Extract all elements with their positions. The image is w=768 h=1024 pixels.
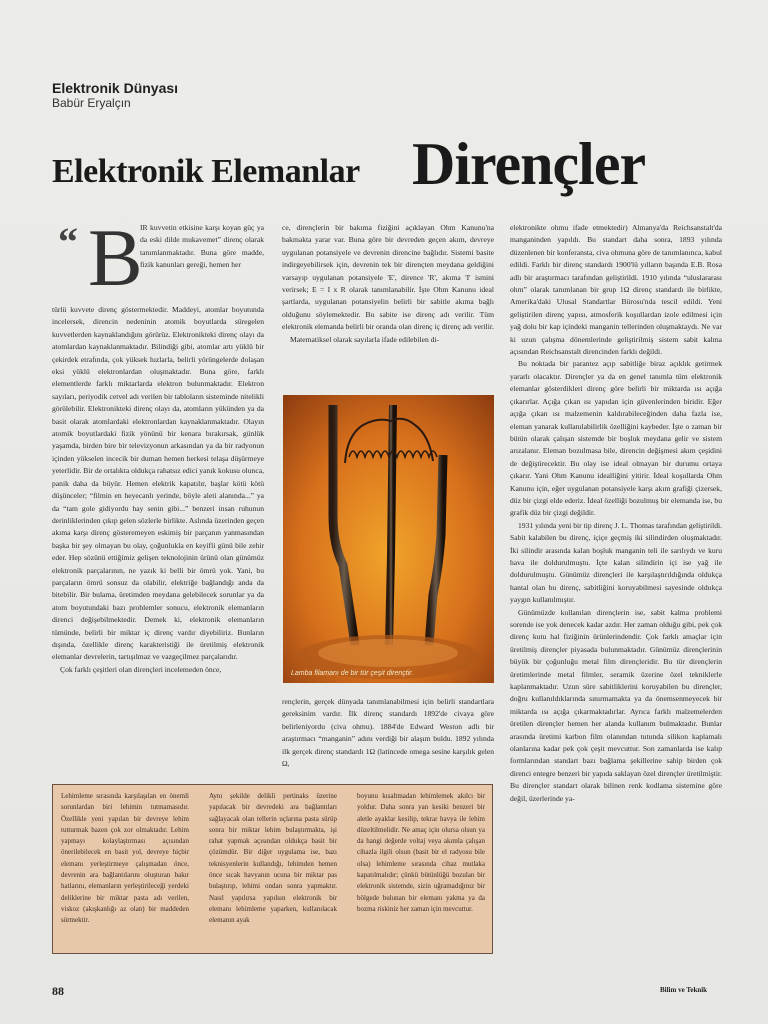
- body-paragraph: 1931 yılında yeni bir tip direnç J. L. Thomas tarafından geliştirildi. Sabit kalabilen bu direnç, içiçe geçmiş iki silindirden oluşmaktadır. İki silindir arasında kalan boşluk manganin teli ile sarılıydı ve kuru hava ile doldurulmuştu. İçte kalan silindirin içi ise yağ ile doldurulmuştu. Günümüz dirençleri ile karşılaştırıldığında oldukça hantal olan bu direnç, sabitliğini koruyabilmesi sayesinde oldukça yaygın kullanılmıştır.: [510, 520, 722, 605]
- article-title-prefix: Elektronik Elemanlar: [52, 153, 360, 190]
- soldering-tips-sidebar: [52, 784, 493, 954]
- page-number: 88: [52, 984, 64, 998]
- drop-cap-text: IR kuvvetin etkisine karşı koyan güç ya da eski dilde mukavemet” direnç olarak tanımlanmaktadır. Buna göre madde, fizik kanunları gereği, hemen her: [140, 223, 264, 270]
- figure-caption: Lamba filamanı de bir tür çeşit dirençtir.: [291, 670, 414, 677]
- sidebar-column-1: Lehimleme sırasında karşılaşılan en önemli sorunlardan biri lehimin tutmamasıdır. Özellikle yeni yapılan bir devreye lehim tutturmak bazen çok zor olmaktadır. Lehim yapmayı kolaylaştırması açısından önerilebilecek en basit yol, devreye hiçbir elemanı yerleştirmeye çalışmadan önce, devrenin ara bağlantılarını oluşturan bakır hatlarını, elemanların yerleştirileceği yerdeki deliklerine bir miktar pasta adı verilen, viskoz (akışkanlığı az olan) bir maddeden sürmektir.: [61, 792, 189, 925]
- sidebar-column-3: boyunu kısaltmadan lehimlemek akılcı bir yoldur. Daha sonra yan kesiki benzeri bir aletle ayaklar kesilip, tekrar havya ile lehim düzeltilmelidir. Ne amaç için olursa olsun ya da hangi değerde voltaj veya akımla çalışan cihazla ilgili olsun (basit bir el radyosu bile olsa) lehimleme sırasında cihaz mutlaka kapatılmalıdır; çünkü bütünlüğü bozulan bir elektronik sistemde, sizin uğramadığınız bir bölgede bulunan bir elemanı yakma ya da bozma riskiniz her zaman için mevcuttur.: [357, 792, 485, 913]
- text-column-2: [282, 222, 494, 390]
- author-name: Babür Eryalçın: [52, 96, 131, 110]
- body-paragraph: Bu noktada bir parantez açıp sabitliğe biraz açıklık getirmek yararlı olacaktır. Dirençler ya da en genel tanımla tüm elektronik elemanlar gösterdikleri direnç göre belirli bir miktarda ısı açığa çıkarırlar. Açığa çıkan ısı yapıdan için güvenlerinden biridir. Eğer açığa çıkan ısı malzemenin kaldırabileceğinden daha fazla ise, eleman yanarak kullanılabilirlik özelliğini kaybeder. İşte o zaman bir bütün olarak çalışan sistemde bir boşluk meydana gelir ve sistem arızalanır. Eleman bozulmasa bile, direncin değişmesi akım çeşidini de değiştirecektir. Bu olay ise ideal olmayan bir durumu ortaya çıkarır. Yani Ohm Kanunu idealliğini yitirir. İdeal koşullarda Ohm Kanunu için, eğer uygulanan potansiyele karşı akım grafiği çizersek, düz bir çizgi elde ederiz. İdeal özelliği bozulmuş bir elemanda ise, bu grafik düz bir çizgi değildir.: [510, 359, 722, 518]
- drop-cap: B: [88, 222, 143, 303]
- article-title-main: Dirençler: [412, 131, 646, 197]
- journal-name: Bilim ve Teknik: [660, 986, 708, 994]
- opening-quote-mark: “: [58, 222, 78, 264]
- body-paragraph: elektronikte ohmu ifade etmektedir) Almanya'da Reichsanstalt'da manganinden yapıldı. Bu standart daha sonra, 1893 yılında düzenlenen bir konferansta, civa ohmuna göre de tanımlanınca, kabul edildi. Farklı bir direnç standardı 1900'lü yılların başında E.B. Rosa adlı bir araştırmacı tarafından geliştirildi. 1910 yılında “uluslararası ohm” olarak tanımlanan bir grup 1Ω direnç standardı ile birlikte, Amerika'daki Ulusal Standartlar Bürosu'nda tescil edildi. Yeni geliştirilen direnç yapısı, atmosferik koşullardan izole edilmesi için yağ dolu bir kap içindeki manganin tellerinden oluşmaktaydı. Ne var ki uzun çalışma dönemlerinde geliştirilmiş sistem sabit kalma açısından Reichsanstalt direncinden farklı değildi.: [510, 223, 722, 357]
- sidebar-column-2: Aynı şekilde delikli pertinaks üzerine yapılacak bir devredeki ara bağlantıları sağlayacak olan tellerin uçlarına pasta sürüp sonra bir miktar lehim bulaştırmakta, işi rahat yapmak açısından oldukça basit bir çözümdür. Bir diğer uygulama ise, bazı teknisyenlerin kullandığı, lehimden hemen önce sıcak havyanın ucuna bir miktar pas bulaştırıp, lehimi ondan sonra yapmaktır. Nasıl yapılırsa yapılsın elektronik bir elemanı lehimleme yaparken, kullanılacak elemanın ayak: [209, 792, 337, 925]
- filament-illustration: [283, 395, 494, 683]
- text-column-2-continued: [282, 696, 494, 776]
- section-name: Elektronik Dünyası: [52, 80, 179, 96]
- body-paragraph: Çok farklı çeşitleri olan dirençleri incelemeden önce,: [60, 664, 222, 674]
- text-column-3: [510, 222, 722, 952]
- body-paragraph: Matematiksel olarak sayılarla ifade edilebilen di-: [290, 334, 440, 344]
- opening-paragraph: [52, 222, 264, 304]
- text-column-1: [52, 222, 264, 774]
- body-paragraph: Günümüzde kullanılan dirençlerin ise, sabit kalma problemi sorende ise yok denecek kadar azdır. Her zaman olduğu gibi, pek çok direnç kutu hal fiziğinin ürünlerindendir. Çok farklı amaçlar için üretilmiş dirençler piyasada bulunmaktadır. Günümüz dirençlerinin büyük bir çoğunluğu metal film dirençleridir. Bu tür dirençlerin üretimlerinde metal filmler, seramik üzerine özel tekniklerle kaplanmaktadır. Uzun süre sabitliklerini koruyabilen bu dirençler, doğru kullanıldıklarında sınırmamakta ya da önemsenmeyecek bir miktarda ısı açığa çıkarmaktadırlar. Ayrıca farklı malzemelerden üretilen dirençler hemen her alanda kullanım bulmaktadır. Bunlar arasında üretimi karbon film olanından tutunda silikon kaplamalı olanlarına kadar pek çok çeşit mevcuttur. Son zamanlarda ise kalıp formlarından standart bazı bağlama şekillerine sahip birden çok direnci entegre benzeri bir yapıda saklayan özel dirençler üretilmiştir. Bu dirençler standart olarak bilinen renk kodlama sistemine göre değil, üzerlerinde ya-: [510, 607, 722, 803]
- body-paragraph: rençlerin, gerçek dünyada tanımlanabilmesi için belirli standartlara gereksinim vardır. İlk direnç standardı 1892'de civaya göre belirleniyordu (civa ohmu). 1884'de Edward Weston adlı bir araştırmacı “manganin” adını verdiği bir alaşım buldu. 1892 yılında ilk gerçek direnç standardı 1Ω (latincede omega sesine karşılık gelen Ω,: [282, 697, 494, 769]
- body-paragraph: ce, dirençlerin bir bakıma fiziğini açıklayan Ohm Kanunu'na bakmakta yarar var. Buna göre bir devreden geçen akım, devreye uygulanan potansiyele ve devrenin direncine bağlıdır. Sistemi basite indirgeyebilirsek için, devrenin tek bir dirençten meydana geldiğini varsayıp uygulanan potansiyele 'E', dirence 'R', akıma 'I' ismini verirsek; E = I x R olarak tanımlanabilir. İşte Ohm Kanunu ideal şartlarda, uygulanan potansiyelin belirli bir sabitle akıma bağlı olduğunu söylemektedir. Bu sabite ise direnç adı verilir. Tüm elektronik elemanda belirli bir oranda olan direnç iç direnç adı verilir.: [282, 223, 494, 332]
- lamp-filament-photo: [283, 395, 494, 683]
- body-paragraph: türlü kuvvete direnç göstermektedir. Maddeyi, atomlar boyutunda incelersek, direncin nedeninin atomik boyutlarda süregelen kuvvetlerden kaynaklandığını görürüz. Elektronikteki direnç olayı da atomlardan kaynaklanmaktadır. Bilindiği gibi, atomlar artı yüklü bir çekirdek etrafında, çok yüksek hızlarla, belirli yörüngelerde dolaşan eksi yüklü elektronlardan oluşmaktadır. Buna göre, farklı elementlerde farklı miktarlarda elektron bulunmaktadır. Elektron sayıları, periyodik cetvel adı verilen bir tabloların sisteminde nitelikli görülebilir. Elektronikteki direnç olayı da, atomların yükünden ya da basit olarak atomlardaki elektronlardan kaynaklanmaktadır. Olayın atomik boyutlardaki fizik yönünü bir kenara bırakırsak, günlük yaşamda, birden bire bir televizyonun arkasından ya da bir radyonun içinden yükselen incecik bir duman hemen herkesi telaşa düşürmeye yeterlidir. Bir de ortalıkta oldukça rahatsız edici yanık kokusu olunca, panik daha da büyür. Hemen elektrik kapatılır, başlar kötü kötü düşünceler; “filmin en heyecanlı yerinde, böyle aleti alanında...” ya da “tam gole gidiyordu hay senin gibi...” benzeri insan ruhunun derinliklerinden çıkıp gelen sözlerle birlikte. Aslında üzerinden geçen akıma karşı direnç gösteremeyen eskimiş bir parçanın yanmasından başka bir şey olmayan bu olay, çoğunlukla en keyifli günü bile zehir eder. Hep sözünü ettiğimiz gelişen teknolojinin ürünü olan günümüz elektronik parçalarının, ne yazık ki belli bir ömrü yok. Yani, bu parçaların ömrü sonsuz da olabilir, elektriğe bağlandığı anda da bitebilir. Bir bulama, üretimden meydana gelebilecek sorunlar ya da atom boyutundaki bazı problemler sonucu, elektronik elemanların direnci değişebilmektedir. Demek ki, elektronik elemanların tümünde, belirli bir miktar iç direnç vardır diyebiliriz. Bunların dışında, özellikle direnç karakteristiği ile üretilmiş elektronik elemanlar devrelerin, tartışılmaz ve vazgeçilmez parçalarıdır.: [52, 305, 264, 662]
